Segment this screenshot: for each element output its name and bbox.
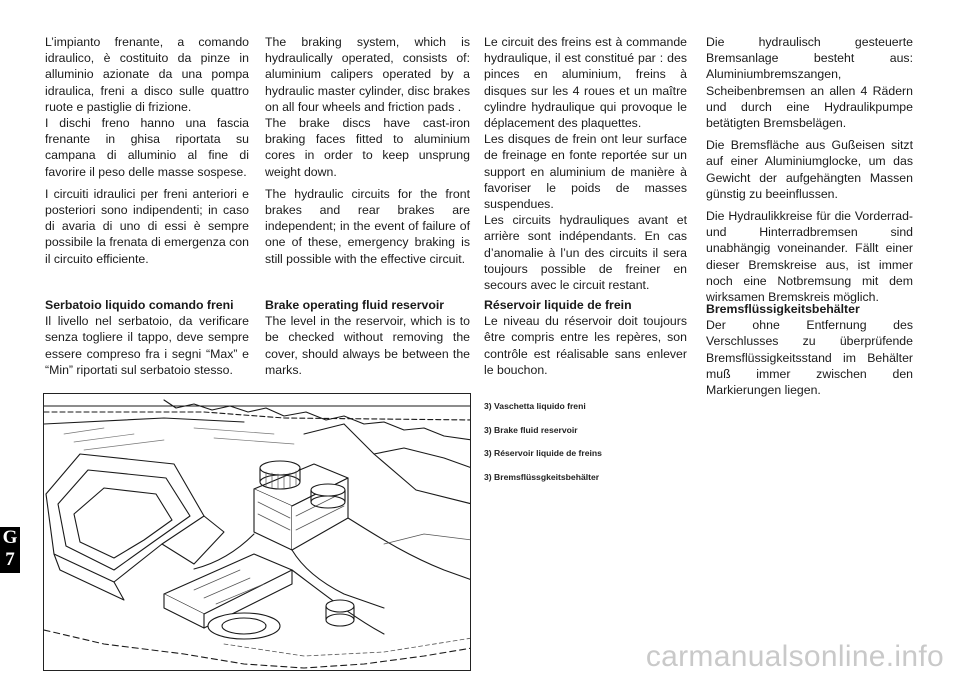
paragraph: Die hydraulisch gesteuerte Bremsanlage besteht aus: Aluminiumbremszangen, Scheibenbremsen an allen 4 Rädern und durch eine Hydraulikpumpe betätigten Bremsbelägen.: [706, 35, 913, 131]
reservoir-section: [45, 297, 249, 378]
paragraph: I dischi freno hanno una fascia frenante in ghisa riportata su campana di alluminio al fine di favorire il peso delle masse sospese.: [45, 116, 249, 179]
caption-french: 3) Réservoir liquide de freins: [484, 448, 602, 459]
section-heading: Serbatoio liquido comando freni: [45, 298, 234, 312]
caption-english: 3) Brake fluid reservoir: [484, 424, 578, 435]
paragraph: Les circuits hydrauliques avant et arrière sont indépendants. En cas d’anomalie à l’un des circuits il sera toujours possible de freiner en secours avec le circuit restant.: [484, 213, 687, 293]
column-french: [484, 34, 687, 377]
paragraph: Die Bremsfläche aus Gußeisen sitzt auf einer Aluminiumglocke, um das Gewicht der aufgehängten Massen günstig zu beeinflussen.: [706, 138, 913, 201]
section-tab: [0, 527, 20, 573]
section-heading: Bremsflüssigkeitsbehälter: [706, 302, 860, 316]
paragraph: I circuiti idraulici per freni anteriori e posteriori sono indipendenti; in caso di avaria di uno di essi è sempre possibile la frenata di emergenza con il circuito efficiente.: [45, 186, 249, 266]
paragraph: The brake discs have cast-iron braking faces fitted to aluminium cores in order to keep unsprung weight down.: [265, 116, 470, 179]
section-text: Il livello nel serbatoio, da verificare senza togliere il tappo, deve sempre essere compreso fra i segni “Max” e “Min” riportati sul serbatoio stesso.: [45, 314, 249, 377]
reservoir-section: [706, 301, 913, 398]
column-english: [265, 34, 470, 377]
section-letter: G: [2, 527, 18, 548]
section-number: 7: [5, 549, 15, 570]
section-text: Le niveau du réservoir doit toujours être compris entre les repères, son contrôle est réalisable sans enlever le bouchon.: [484, 314, 687, 377]
brake-reservoir-illustration: [43, 393, 471, 671]
column-italian: [45, 34, 249, 377]
paragraph: The hydraulic circuits for the front brakes and rear brakes are independent; in the event of failure of one of these, emergency braking is still possible with the effective circuit.: [265, 186, 470, 266]
section-heading: Brake operating fluid reservoir: [265, 298, 445, 312]
section-text: The level in the reservoir, which is to be checked without removing the cover, should always be between the marks.: [265, 314, 470, 377]
caption-italian: 3) Vaschetta liquido freni: [484, 401, 586, 411]
paragraph: Die Hydraulikkreise für die Vorderrad- und Hinterradbremsen sind unabhängig voneinander. Fällt einer dieser Bremskreise aus, ist immer noch eine Notbremsung mit dem wirksamen Bremskreis möglich.: [706, 209, 913, 305]
section-text: Der ohne Entfernung des Verschlusses zu überprüfende Bremsflüssigkeitsstand im Behälter muß immer zwischen den Markierungen liegen.: [706, 318, 913, 398]
paragraph: The braking system, which is hydraulically operated, consists of: aluminium calipers operated by a hydraulic master cylinder, disc brakes on all four wheels and friction pads .: [265, 35, 470, 114]
caption-german: 3) Bremsflüssgkeitsbehälter: [484, 472, 600, 483]
paragraph: Les disques de frein ont leur surface de freinage en fonte reportée sur un support en aluminium de manière à favoriser le poids de masses suspendues.: [484, 132, 687, 212]
paragraph: Le circuit des freins est à commande hydraulique, il est constitué par : des pinces en aluminium, freins à disques sur les 4 roues et un maître cylindre hydraulique qui provoque le déplacement des plaquettes.: [484, 35, 687, 131]
section-heading: Réservoir liquide de frein: [484, 298, 632, 312]
column-german: [706, 34, 913, 398]
watermark-text: carmanualsonline.info: [645, 640, 944, 673]
reservoir-section: [265, 297, 470, 378]
paragraph: L’impianto frenante, a comando idraulico, è costituito da pinze in alluminio azionate da una pompa idraulica, freni a disco sulle quattro ruote e pastiglie di frizione.: [45, 35, 249, 114]
reservoir-section: [484, 297, 687, 378]
figure-captions: [484, 401, 602, 496]
